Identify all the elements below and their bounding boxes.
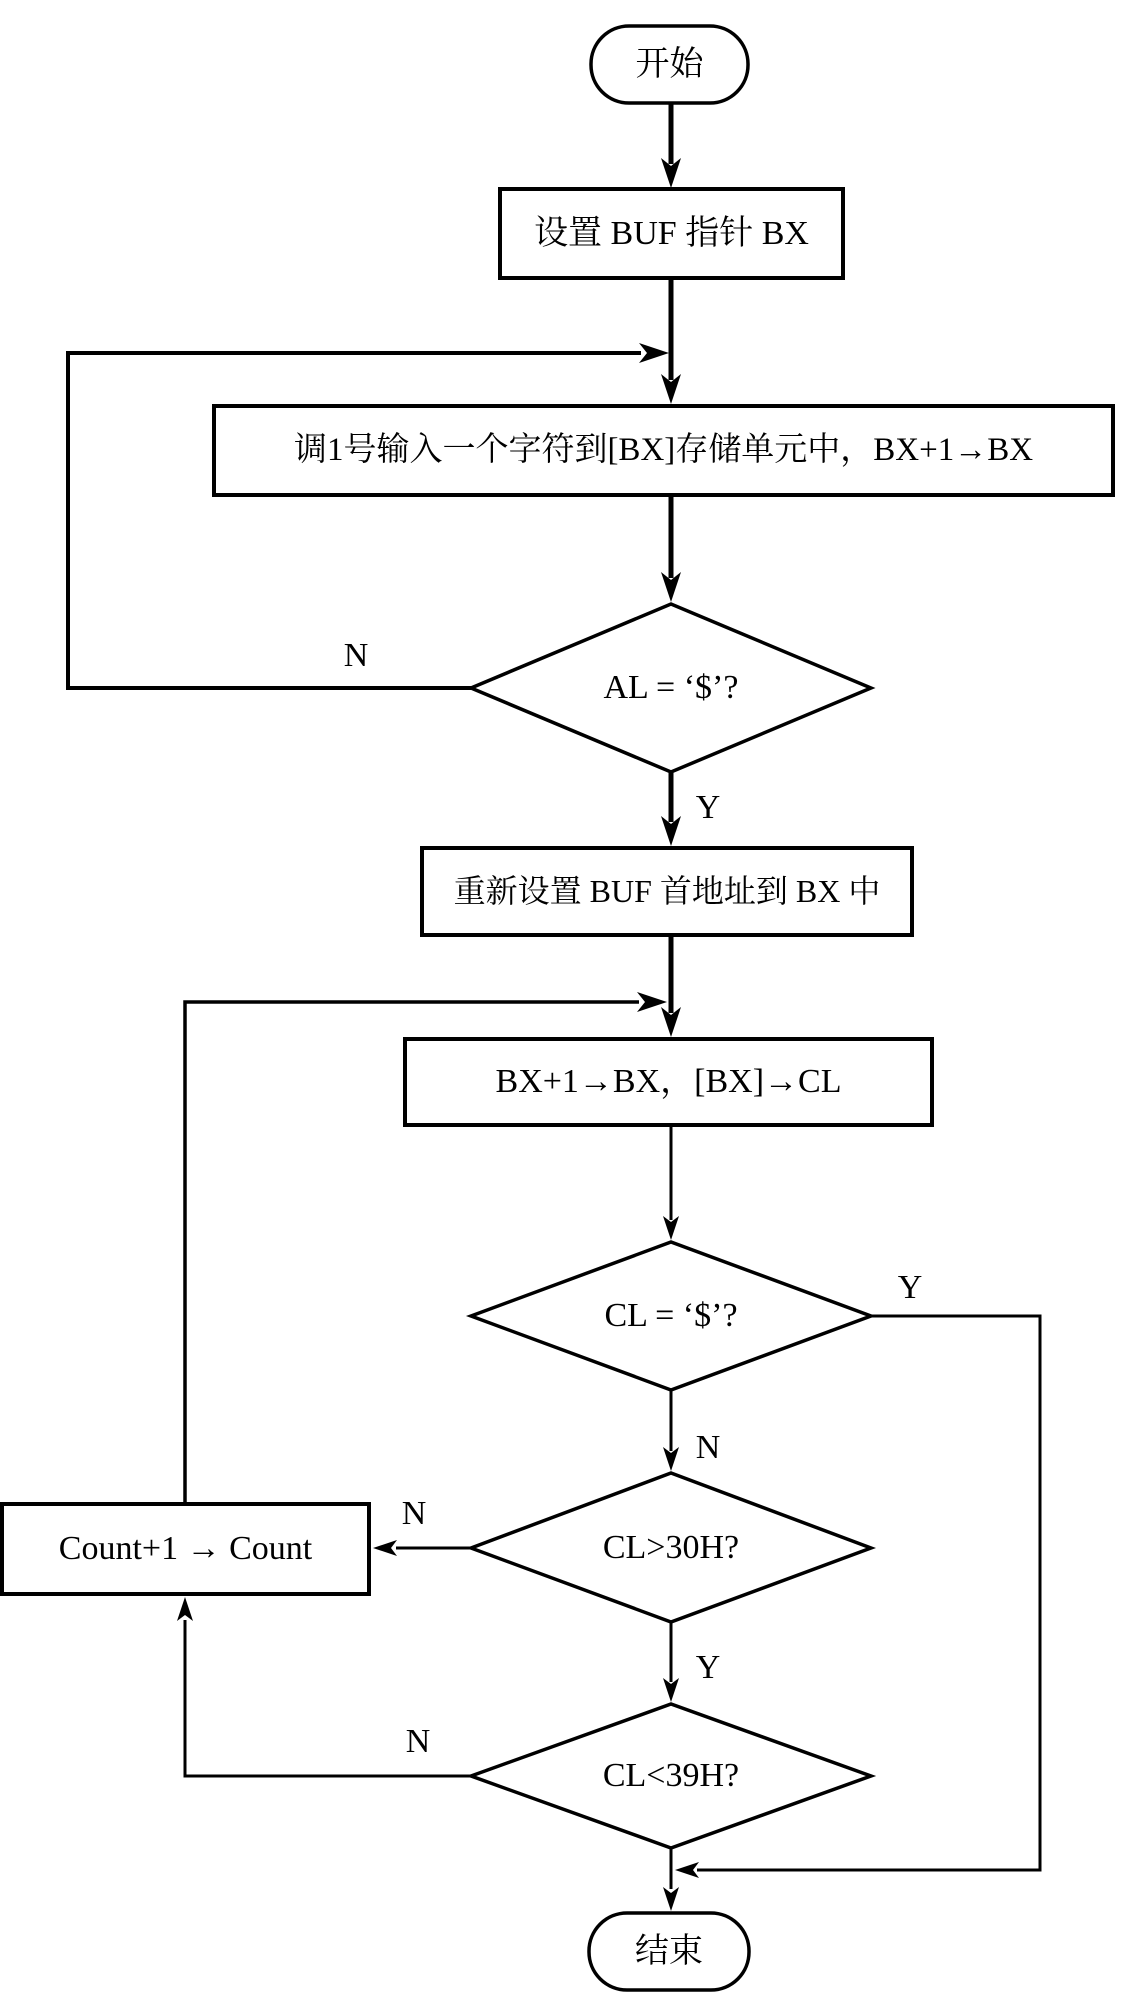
arrowhead-al-no-loop [639, 343, 669, 363]
al-no-label: N [343, 637, 369, 674]
arrowhead-cl39-no [177, 1597, 193, 1621]
cl-dollar-yes-label: Y [897, 1269, 923, 1306]
cl-lt-39h-label: CL<39H? [602, 1757, 740, 1795]
al-yes-label: Y [695, 789, 721, 826]
advance-pointer-label: BX+1→BX，[BX]→CL [495, 1063, 842, 1101]
input-char-label: 调1号输入一个字符到[BX]存储单元中，BX+1→BX [293, 432, 1034, 469]
arrowhead-cldollar-yes [675, 1862, 699, 1878]
arrowhead-into-end [663, 1887, 679, 1911]
cl30-no-label: N [401, 1495, 427, 1532]
arrowhead-cl30-no [373, 1540, 397, 1556]
reset-buf-label: 重新设置 BUF 首地址到 BX 中 [453, 872, 881, 909]
count-increment-label: Count+1 → Count [58, 1530, 313, 1568]
set-buf-pointer-label: 设置 BUF 指针 BX [534, 214, 809, 252]
cl39-no-label: N [405, 1723, 431, 1760]
cl30-yes-label: Y [695, 1649, 721, 1686]
cl-dollar-no-label: N [695, 1429, 721, 1466]
cl-is-dollar-label: CL = ‘$’? [604, 1297, 738, 1335]
start-terminal-label: 开始 [635, 45, 704, 83]
cl-gt-30h-label: CL>30H? [602, 1528, 740, 1566]
al-is-dollar-label: AL = ‘$’? [603, 669, 739, 707]
end-terminal-label: 结束 [635, 1932, 703, 1970]
